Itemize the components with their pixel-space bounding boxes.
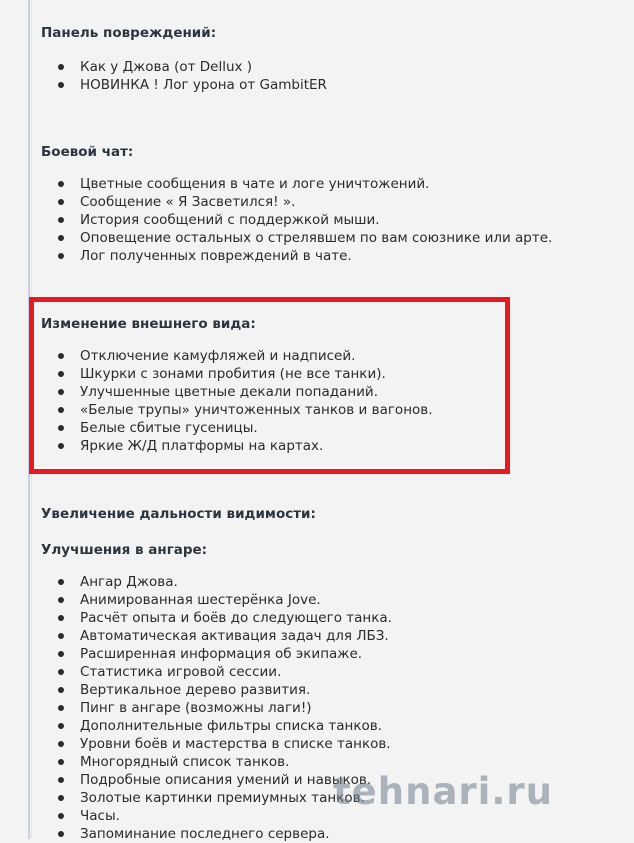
list-item: Лог полученных повреждений в чате. <box>80 247 552 265</box>
list-item: Расчёт опыта и боёв до следующего танка. <box>80 610 392 626</box>
section-list <box>41 573 392 843</box>
section-list <box>41 175 552 265</box>
section-title: Увеличение дальности видимости: <box>41 506 316 522</box>
list-item: Пинг в ангаре (возможны лаги!) <box>80 699 392 717</box>
list-item: Дополнительные фильтры списка танков. <box>80 717 392 735</box>
list-item: Статистика игровой сессии. <box>80 663 392 681</box>
list-item: Оповещение остальных о стрелявшем по вам союзнике или арте. <box>80 230 553 246</box>
site-watermark: tehnari.ru <box>333 770 554 813</box>
list-item: НОВИНКА ! Лог урона от GambitER <box>80 77 327 93</box>
section-hangar <box>41 541 392 843</box>
section-damage-panel <box>41 24 327 94</box>
list-item: Ангар Джова. <box>80 573 392 591</box>
list-item: Вертикальное дерево развития. <box>80 681 392 699</box>
section-view-range <box>41 505 316 523</box>
list-item: Подробные описания умений и навыков. <box>80 771 392 789</box>
list-item: История сообщений с поддержкой мыши. <box>80 211 552 229</box>
list-item: Шкурки с зонами пробития (не все танки). <box>80 365 433 383</box>
section-title: Боевой чат: <box>41 144 134 160</box>
list-item: Уровни боёв и мастерства в списке танков. <box>80 736 391 752</box>
section-list <box>41 58 327 94</box>
list-item: Многорядный список танков. <box>80 753 392 771</box>
list-item: Расширенная информация об экипаже. <box>80 645 392 663</box>
list-item: Запоминание последнего сервера. <box>80 825 392 843</box>
list-item: Отключение камуфляжей и надписей. <box>80 347 433 365</box>
section-title: Панель повреждений: <box>41 25 217 41</box>
list-item: Яркие Ж/Д платформы на картах. <box>80 437 433 455</box>
section-title: Улучшения в ангаре: <box>41 542 208 558</box>
list-item: Золотые картинки премиумных танков. <box>80 789 392 807</box>
list-item: Цветные сообщения в чате и логе уничтожений. <box>80 175 552 193</box>
list-item: Анимированная шестерёнка Jove. <box>80 591 392 609</box>
list-item: Как у Джова (от Dellux ) <box>80 58 327 76</box>
list-item: Часы. <box>80 807 392 825</box>
list-item: Автоматическая активация задач для ЛБЗ. <box>80 627 392 645</box>
list-item: Белые сбитые гусеницы. <box>80 419 433 437</box>
section-title: Изменение внешнего вида: <box>41 316 256 332</box>
list-item: Улучшенные цветные декали попаданий. <box>80 383 433 401</box>
section-battle-chat <box>41 143 552 265</box>
red-highlight-frame <box>29 297 510 474</box>
list-item: Сообщение « Я Засветился! ». <box>80 193 552 211</box>
list-item: «Белые трупы» уничтоженных танков и вагонов. <box>80 402 433 418</box>
